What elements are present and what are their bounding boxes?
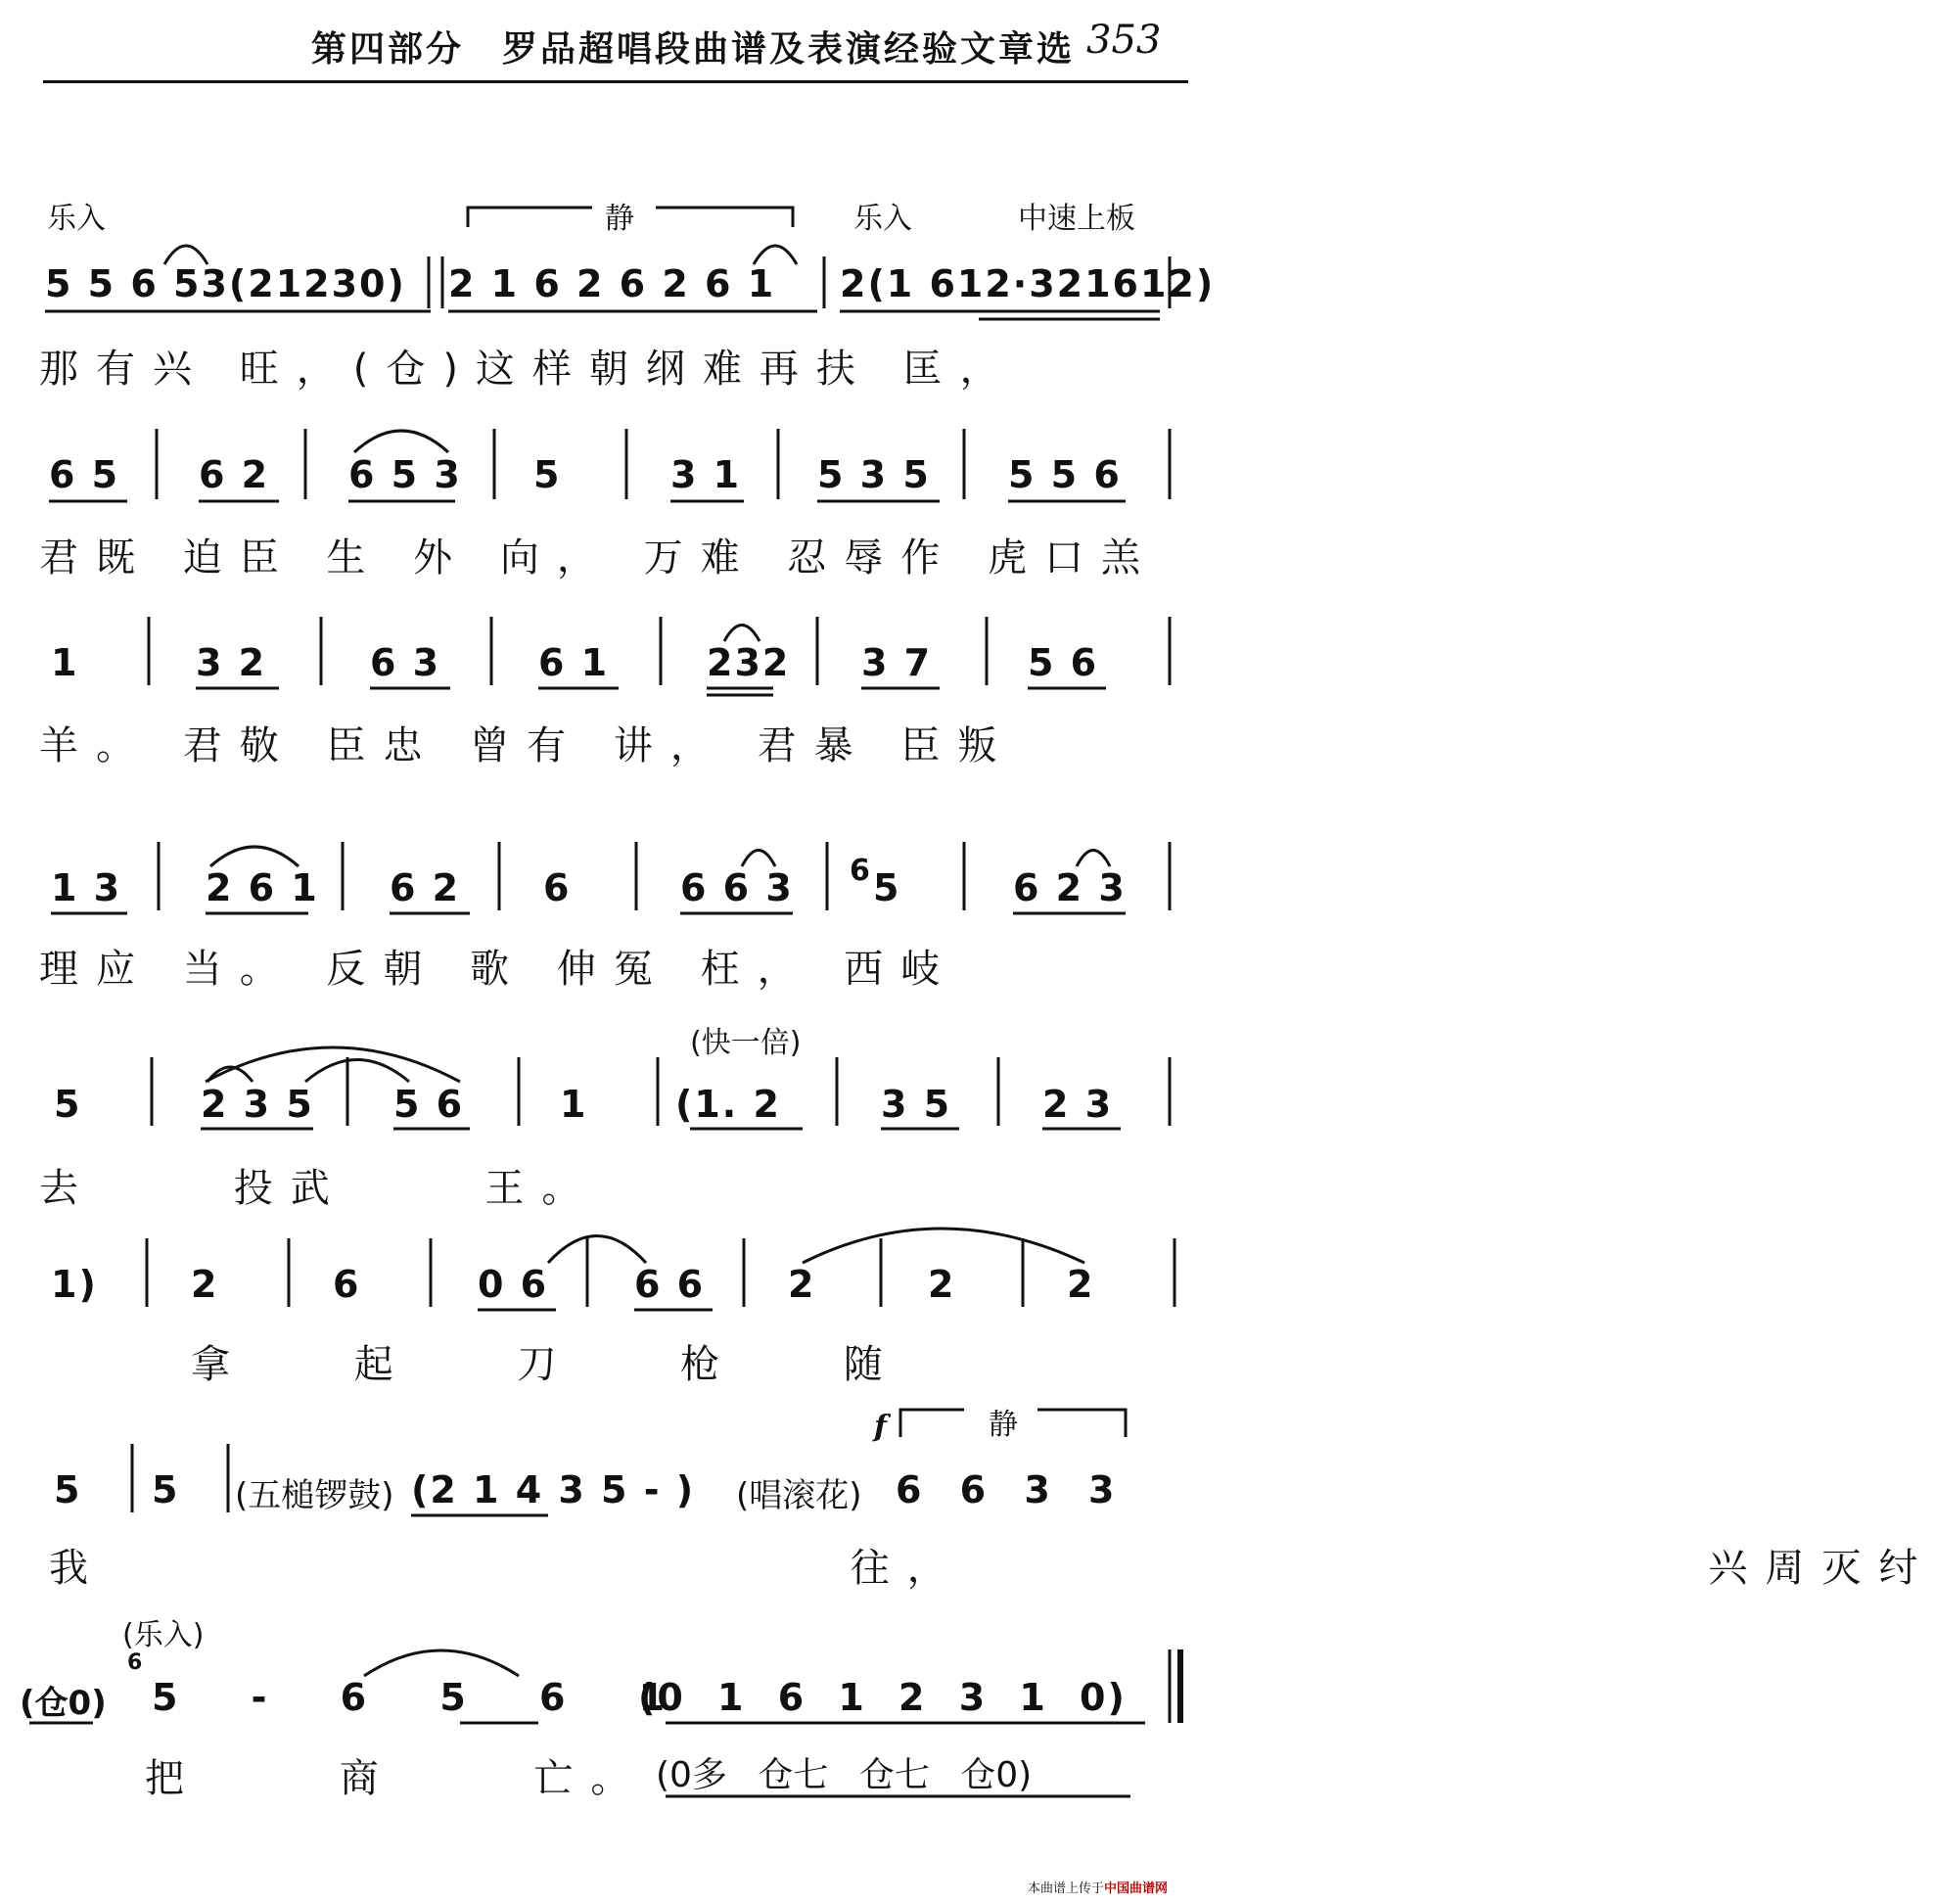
notes-line4-e: 6 6 3 xyxy=(680,866,794,909)
annotation-jing-2: 静 xyxy=(989,1408,1018,1442)
notes-line6-d: 0 6 xyxy=(478,1263,549,1306)
notes-line3-a: 1 xyxy=(51,641,79,684)
lyrics-line6: 拿 起 刀 枪 随 xyxy=(191,1342,900,1387)
notes-line4-d: 6 xyxy=(543,866,572,909)
dynamic-forte: f xyxy=(874,1410,887,1444)
slur xyxy=(724,626,760,642)
annotation-tempo-double: (快一倍) xyxy=(690,1026,802,1060)
slur xyxy=(803,1229,1084,1263)
notes-line6-g: 2 xyxy=(928,1263,956,1306)
slur xyxy=(164,246,207,264)
lyrics-line2: 君既 迫臣 生 外 向， 万难 忍辱作 虎口羔 xyxy=(39,535,1159,580)
notes-line6-b: 2 xyxy=(191,1263,219,1306)
percussion-label: (五槌锣鼓) xyxy=(235,1476,394,1515)
notes-line2-b: 6 2 xyxy=(199,453,270,496)
notes-line6-c: 6 xyxy=(333,1263,361,1306)
notes-line6-a: 1) xyxy=(51,1263,98,1306)
notes-line3-c: 6 3 xyxy=(370,641,441,684)
lyrics-line3: 羊。 君敬 臣忠 曾有 讲， 君暴 臣叛 xyxy=(39,723,1015,768)
annotation-tempo: 中速上板 xyxy=(1018,202,1135,236)
notes-line2-c: 6 5 3 xyxy=(348,453,462,496)
header-title: 第四部分 罗品超唱段曲谱及表演经验文章选 xyxy=(311,29,1076,70)
notes-line5-e: (1. 2 xyxy=(675,1083,781,1126)
footer-prefix: 本曲谱上传于 xyxy=(1028,1881,1105,1896)
footer-credit xyxy=(1028,1878,1168,1896)
annotation-yueru-3: (乐入) xyxy=(122,1618,205,1652)
notes-line5-f: 3 5 xyxy=(881,1083,952,1126)
slur xyxy=(364,1650,519,1676)
grace-note-line8: 6 xyxy=(127,1650,143,1675)
notes-line4-a: 1 3 xyxy=(51,866,122,909)
slur xyxy=(210,847,299,866)
jing-bracket xyxy=(900,1410,964,1437)
notes-line3-d: 6 1 xyxy=(538,641,610,684)
notes-line2-f: 5 3 5 xyxy=(817,453,931,496)
notes-line3-b: 3 2 xyxy=(196,641,267,684)
notes-line3-f: 3 7 xyxy=(861,641,933,684)
grace-note-line4: 6 xyxy=(850,854,870,888)
notes-line1-c: 2(1 612·321612) xyxy=(840,262,1216,305)
notes-line2-g: 5 5 6 xyxy=(1008,453,1122,496)
slur xyxy=(754,246,797,264)
jing-bracket xyxy=(656,208,793,227)
notes-line6-e: 6 6 xyxy=(634,1263,706,1306)
notes-line6-h: 2 xyxy=(1067,1263,1095,1306)
notes-line4-b: 2 6 1 xyxy=(206,866,319,909)
notes-line2-d: 5 xyxy=(533,453,562,496)
notes-line4-f: 5 xyxy=(873,866,901,909)
slur xyxy=(305,1060,409,1083)
slur xyxy=(1077,851,1110,867)
sing-style-label: (唱滚花) xyxy=(736,1476,862,1515)
percussion-syllables: (0多 仓七 仓七 仓0) xyxy=(656,1755,1033,1795)
lyrics-line4: 理应 当。 反朝 歌 伸冤 枉， 西岐 xyxy=(39,947,958,992)
notes-line8-c: (0 1 6 1 2 3 1 0) xyxy=(638,1676,1127,1719)
notes-line7-c: (2 1 4 3 5 - ) xyxy=(411,1468,696,1511)
annotation-yueru-2: 乐入 xyxy=(853,202,912,236)
notes-line4-g: 6 2 3 xyxy=(1013,866,1127,909)
jing-bracket xyxy=(1037,1410,1126,1437)
jing-bracket xyxy=(468,208,592,227)
notes-line7-d: 6 6 3 3 xyxy=(896,1468,1117,1511)
notes-line5-c: 5 6 xyxy=(393,1083,465,1126)
notes-line4-c: 6 2 xyxy=(390,866,461,909)
notes-line5-a: 5 xyxy=(54,1083,82,1126)
slur xyxy=(548,1236,646,1264)
notes-line1-a: 5 5 6 53(21230) xyxy=(45,262,406,305)
annotation-yueru-1: 乐入 xyxy=(47,202,106,236)
notes-line3-g: 5 6 xyxy=(1028,641,1099,684)
annotation-jing-1: 静 xyxy=(605,202,634,236)
notes-line8-a: (仓0) xyxy=(20,1684,107,1723)
notes-line5-d: 1 xyxy=(560,1083,588,1126)
lyrics-line8: 把 商 亡。 xyxy=(145,1756,648,1801)
notes-line3-e: 232 xyxy=(707,641,791,684)
notes-line1-b: 2 1 6 2 6 2 6 1 xyxy=(448,262,776,305)
slur xyxy=(742,851,775,867)
notes-line7-a: 5 xyxy=(54,1468,82,1511)
notes-line2-e: 3 1 xyxy=(670,453,742,496)
notes-line6-f: 2 xyxy=(788,1263,816,1306)
lyrics-line5: 去 投武 王。 xyxy=(39,1166,599,1211)
slur xyxy=(354,431,448,452)
notes-line5-g: 2 3 xyxy=(1042,1083,1114,1126)
notes-line2-a: 6 5 xyxy=(49,453,120,496)
notes-line8-b: 5 - 6 5 6 1 xyxy=(152,1676,668,1719)
lyrics-line1: 那有兴 旺，(仓)这样朝纲难再扶 匡， xyxy=(39,347,1017,392)
footer-site: 中国曲谱网 xyxy=(1104,1881,1169,1896)
page-number: 353 xyxy=(1086,18,1162,63)
lyrics-line7: 我 往， 兴周灭纣 xyxy=(49,1546,1935,1591)
notes-line7-b: 5 xyxy=(152,1468,180,1511)
notes-line5-b: 2 3 5 xyxy=(201,1083,314,1126)
